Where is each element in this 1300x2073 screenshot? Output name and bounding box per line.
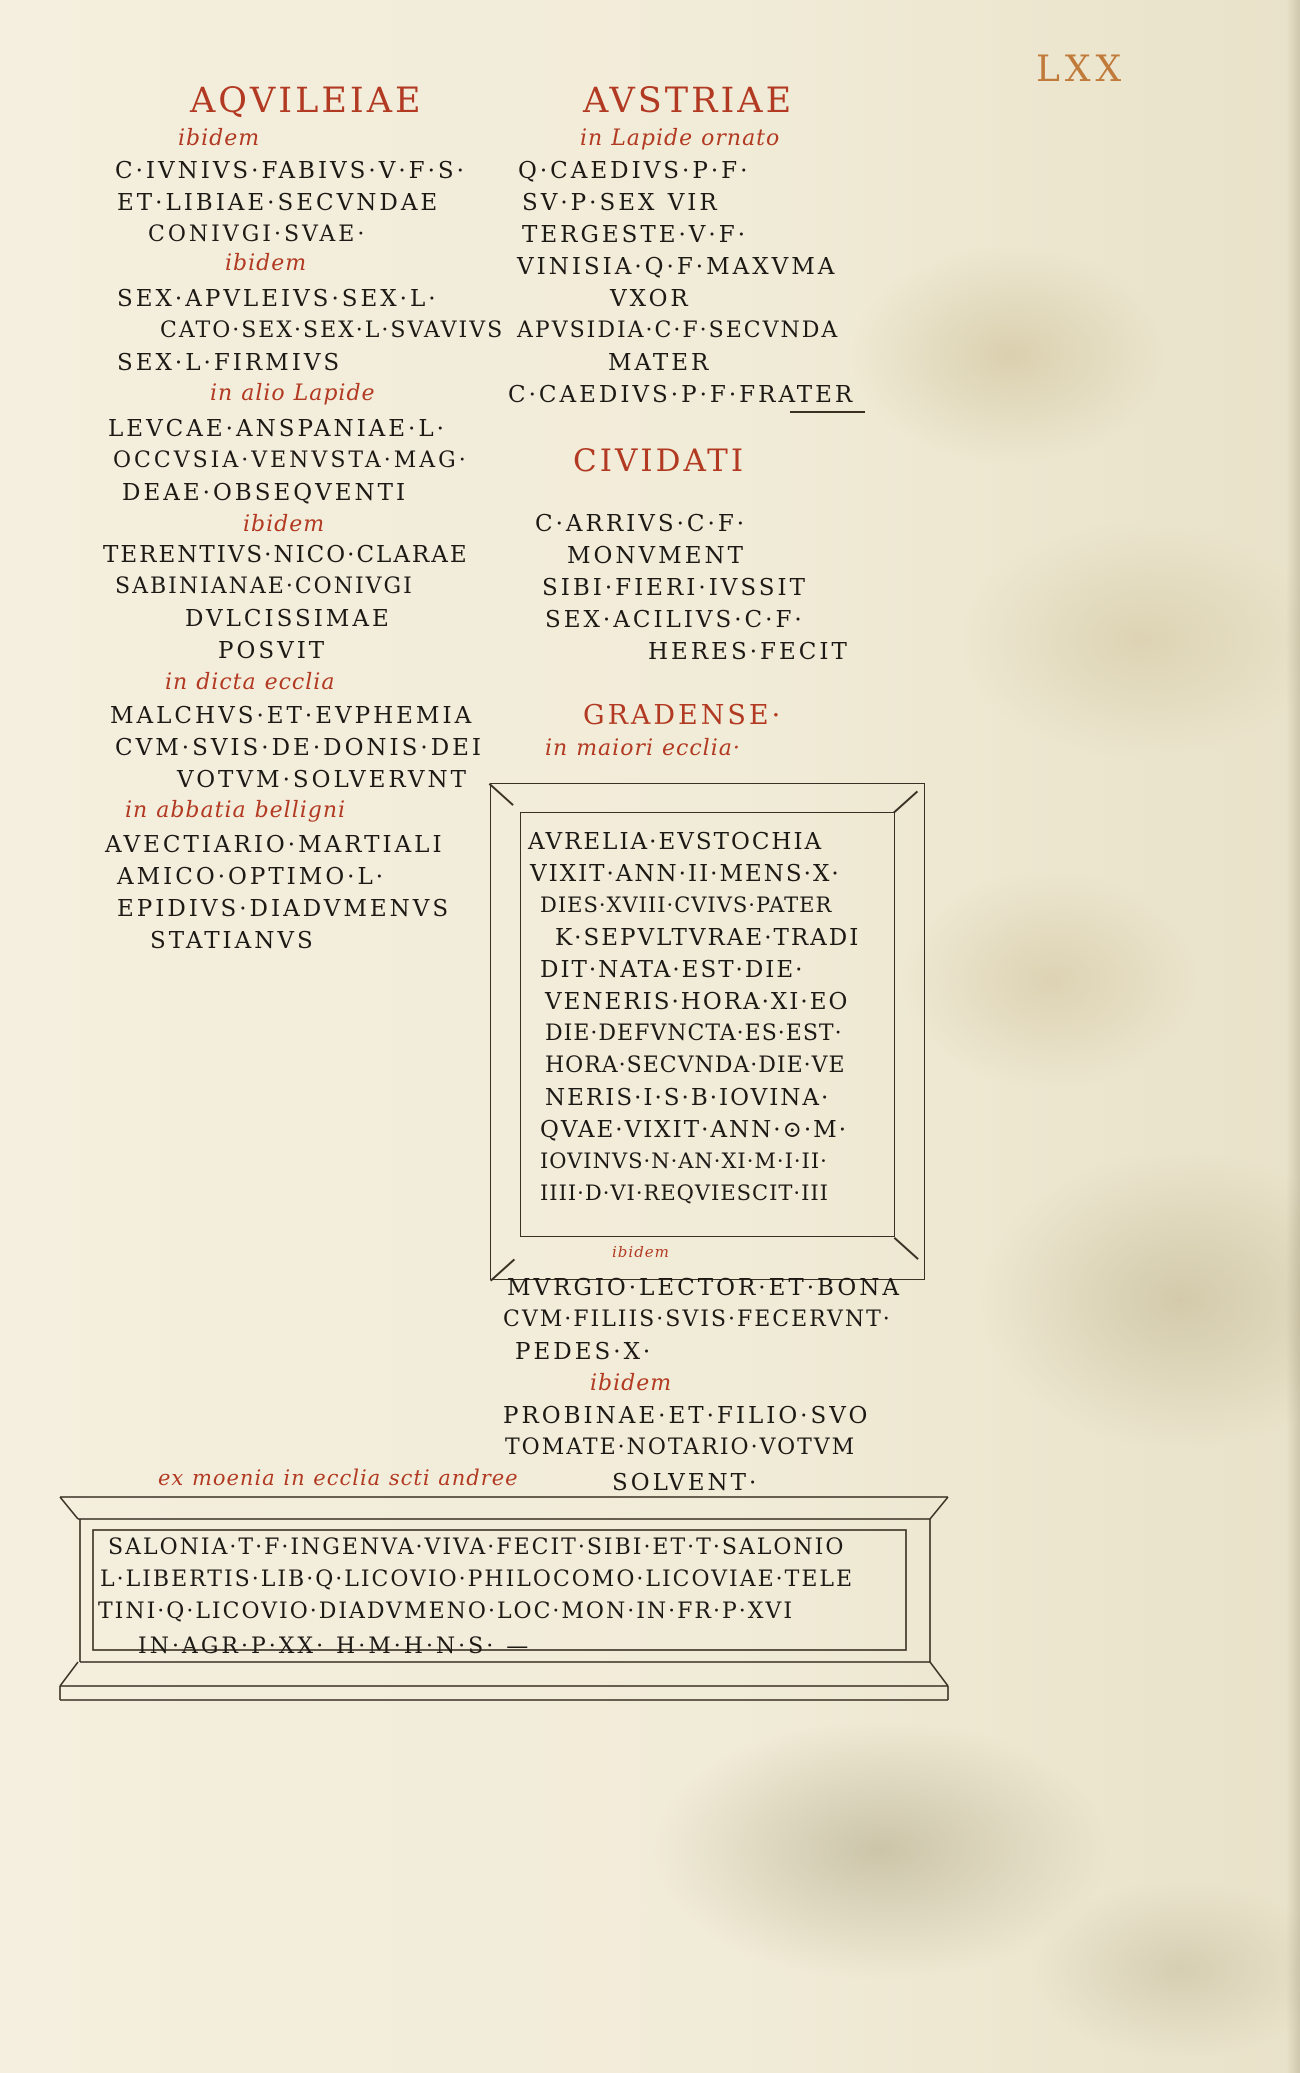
- inscription-line: AMICO·OPTIMO·L·: [117, 864, 387, 890]
- rubric-note: in maiori ecclia·: [545, 736, 741, 761]
- inscription-line: NERIS·I·S·B·IOVINA·: [545, 1085, 831, 1111]
- inscription-line: DIES·XVIII·CVIVS·PATER: [540, 893, 833, 917]
- inscription-line: TERGESTE·V·F·: [522, 222, 748, 248]
- inscription-line: VOTVM·SOLVERVNT: [177, 767, 470, 793]
- rubric-note: ibidem: [590, 1371, 673, 1396]
- rubric-note: ibidem: [178, 126, 261, 151]
- frame-caption: ibidem: [612, 1243, 670, 1261]
- inscription-line: DIE·DEFVNCTA·ES·EST·: [545, 1021, 843, 1046]
- inscription-line: TERENTIVS·NICO·CLARAE: [103, 542, 469, 568]
- inscription-line: C·CAEDIVS·P·F·FRATER: [508, 382, 856, 408]
- inscription-line: CATO·SEX·SEX·L·SVAVIVS: [160, 318, 505, 343]
- inscription-line: HORA·SECVNDA·DIE·VE: [545, 1053, 846, 1078]
- inscription-line: VENERIS·HORA·XI·EO: [545, 989, 850, 1015]
- heading-cividati: CIVIDATI: [573, 443, 747, 479]
- inscription-line: MATER: [608, 350, 712, 376]
- inscription-line: MALCHVS·ET·EVPHEMIA: [110, 703, 475, 729]
- inscription-line: C·IVNIVS·FABIVS·V·F·S·: [115, 158, 467, 184]
- inscription-line: Q·CAEDIVS·P·F·: [518, 158, 751, 184]
- inscription-line: L·LIBERTIS·LIB·Q·LICOVIO·PHILOCOMO·LICOVIAE·TELE: [100, 1567, 855, 1592]
- inscription-line: DVLCISSIMAE: [185, 606, 392, 632]
- inscription-line: VIXIT·ANN·II·MENS·X·: [530, 861, 841, 887]
- inscription-line: IIII·D·VI·REQVIESCIT·III: [540, 1181, 829, 1205]
- inscription-line: IOVINVS·N·AN·XI·M·I·II·: [540, 1149, 828, 1173]
- inscription-line: DIT·NATA·EST·DIE·: [540, 957, 805, 983]
- rubric-note: ex moenia in ecclia scti andree: [158, 1466, 519, 1490]
- inscription-line: MONVMENT: [567, 543, 746, 569]
- rubric-note: in dicta ecclia: [165, 670, 336, 695]
- inscription-line: C·ARRIVS·C·F·: [535, 511, 748, 537]
- inscription-line: APVSIDIA·C·F·SECVNDA: [517, 318, 840, 343]
- inscription-line: PROBINAE·ET·FILIO·SVO: [503, 1403, 871, 1429]
- heading-austriae: AVSTRIAE: [583, 81, 795, 121]
- rubric-note: ibidem: [225, 251, 308, 276]
- rubric-note: in alio Lapide: [210, 381, 376, 406]
- inscription-line: TINI·Q·LICOVIO·DIADVMENO·LOC·MON·IN·FR·P·XVI: [98, 1599, 795, 1624]
- inscription-line: STATIANVS: [150, 928, 316, 954]
- inscription-line: SEX·ACILIVS·C·F·: [545, 607, 805, 633]
- inscription-line: QVAE·VIXIT·ANN·⊙·M·: [540, 1117, 849, 1143]
- heading-gradense: GRADENSE·: [583, 700, 784, 731]
- inscription-line: SEX·L·FIRMIVS: [117, 350, 343, 376]
- inscription-line: LEVCAE·ANSPANIAE·L·: [108, 416, 447, 442]
- inscription-line: POSVIT: [218, 638, 328, 664]
- inscription-line: SV·P·SEX VIR: [522, 190, 720, 216]
- inscription-line: K·SEPVLTVRAE·TRADI: [555, 925, 861, 951]
- inscription-line: IN·AGR·P·XX· H·M·H·N·S· —: [138, 1634, 532, 1659]
- rubric-note: in abbatia belligni: [125, 798, 347, 823]
- inscription-line: TOMATE·NOTARIO·VOTVM: [505, 1435, 857, 1460]
- folio-number: LXX: [1036, 49, 1127, 90]
- inscription-line: MVRGIO·LECTOR·ET·BONA: [507, 1275, 902, 1301]
- inscription-line: SEX·APVLEIVS·SEX·L·: [117, 286, 439, 312]
- inscription-line: OCCVSIA·VENVSTA·MAG·: [113, 448, 469, 473]
- inscription-line: DEAE·OBSEQVENTI: [122, 480, 409, 506]
- inscription-line: ET·LIBIAE·SECVNDAE: [117, 190, 441, 216]
- rubric-note: ibidem: [243, 512, 326, 537]
- inscription-line: EPIDIVS·DIADVMENVS: [117, 896, 452, 922]
- inscription-line: SABINIANAE·CONIVGI: [115, 574, 414, 599]
- inscription-line: HERES·FECIT: [648, 639, 850, 665]
- inscription-line: VXOR: [610, 286, 691, 312]
- inscription-line: SIBI·FIERI·IVSSIT: [542, 575, 808, 601]
- inscription-line: AVECTIARIO·MARTIALI: [105, 832, 445, 858]
- inscription-line: CVM·FILIIS·SVIS·FECERVNT·: [503, 1307, 892, 1332]
- inscription-line: AVRELIA·EVSTOCHIA: [528, 829, 824, 855]
- inscription-line: CVM·SVIS·DE·DONIS·DEI: [115, 735, 485, 761]
- rubric-note: in Lapide ornato: [580, 126, 781, 151]
- inscription-line: CONIVGI·SVAE·: [148, 222, 368, 247]
- inscription-line: PEDES·X·: [515, 1339, 654, 1365]
- heading-aquileiae: AQVILEIAE: [190, 81, 424, 121]
- inscription-line: VINISIA·Q·F·MAXVMA: [517, 254, 838, 280]
- inscription-line: SOLVENT·: [612, 1470, 760, 1496]
- inscription-line: SALONIA·T·F·INGENVA·VIVA·FECIT·SIBI·ET·T·SALONIO: [108, 1535, 846, 1560]
